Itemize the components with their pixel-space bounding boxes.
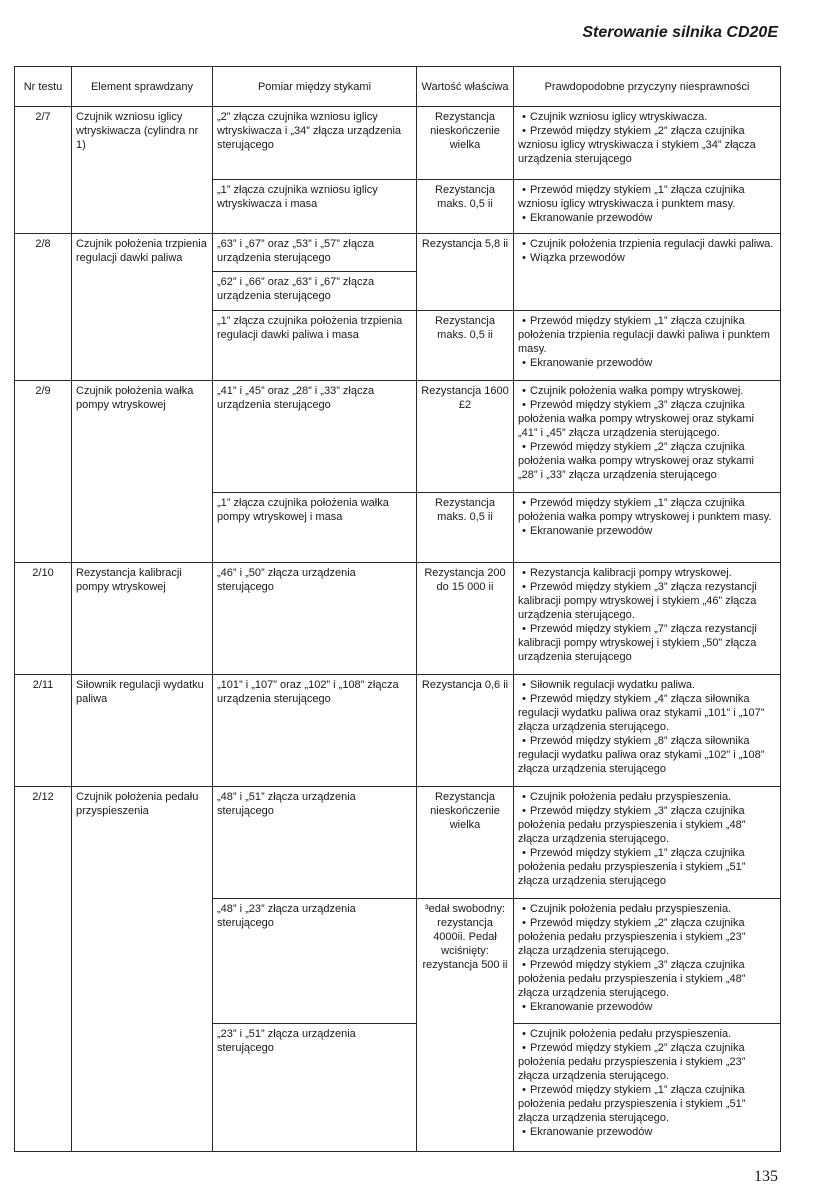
bullet-icon: • <box>522 679 526 691</box>
bullet-icon: • <box>522 623 526 635</box>
cause-item: • Czujnik położenia pedału przyspieszenia. <box>518 902 776 916</box>
test-number: 2/9 <box>15 381 72 563</box>
table-row <box>15 675 781 787</box>
diagnostic-table <box>14 66 781 1152</box>
column-header-nr: Nr testu <box>15 67 72 107</box>
measurement-points: „48” i „51” złącza urządzenia sterującego <box>213 787 417 899</box>
probable-causes <box>514 493 781 563</box>
bullet-icon: • <box>522 959 526 971</box>
bullet-icon: • <box>522 567 526 579</box>
test-number: 2/7 <box>15 107 72 234</box>
expected-value: Rezystancja nieskończenie wielka <box>417 107 514 180</box>
cause-item: • Ekranowanie przewodów <box>518 1000 776 1014</box>
probable-causes <box>514 563 781 675</box>
cause-item: • Przewód między stykiem „2” złącza czujnika położenia pedału przyspieszenia i stykiem „23” złącza urządzenia sterującego. <box>518 917 746 957</box>
bullet-icon: • <box>522 399 526 411</box>
column-header-value: Wartość właściwa <box>417 67 514 107</box>
expected-value: Rezystancja 5,8 ii <box>417 234 514 311</box>
tested-element: Czujnik wzniosu iglicy wtryskiwacza (cylindra nr 1) <box>72 107 213 234</box>
expected-value: Rezystancja 0,6 ii <box>417 675 514 787</box>
bullet-icon: • <box>522 497 526 509</box>
tested-element: Czujnik położenia trzpienia regulacji dawki paliwa <box>72 234 213 381</box>
bullet-icon: • <box>522 735 526 747</box>
bullet-icon: • <box>522 1042 526 1054</box>
bullet-icon: • <box>522 212 526 224</box>
table-row <box>15 381 781 493</box>
bullet-icon: • <box>522 805 526 817</box>
bullet-icon: • <box>522 1126 526 1138</box>
cause-item: • Przewód między stykiem „7” złącza rezystancji kalibracji pompy wtryskowej i stykiem „50” złącza urządzenia sterującego <box>518 623 757 663</box>
bullet-icon: • <box>522 1001 526 1013</box>
page-header-title: Sterowanie silnika CD20E <box>582 24 778 41</box>
table-row <box>15 563 781 675</box>
bullet-icon: • <box>522 357 526 369</box>
bullet-icon: • <box>522 581 526 593</box>
bullet-icon: • <box>522 184 526 196</box>
expected-value: Rezystancja maks. 0,5 ii <box>417 180 514 234</box>
measurement-points: „48” i „23” złącza urządzenia sterującego <box>213 899 417 1024</box>
tested-element: Czujnik położenia wałka pompy wtryskowej <box>72 381 213 563</box>
cause-item: • Przewód między stykiem „3” złącza czujnika położenia wałka pompy wtryskowej oraz stykami „41” i „45” złącza urządzenia sterującego. <box>518 399 754 439</box>
expected-value: Rezystancja 200 do 15 000 ii <box>417 563 514 675</box>
probable-causes <box>514 899 781 1024</box>
probable-causes <box>514 311 781 381</box>
cause-item: • Przewód między stykiem „1” złącza czujnika położenia pedału przyspieszenia i stykiem „51” złącza urządzenia sterującego. <box>518 1084 746 1124</box>
tested-element: Siłownik regulacji wydatku paliwa <box>72 675 213 787</box>
cause-item: • Przewód między stykiem „4” złącza siłownika regulacji wydatku paliwa oraz stykami „101” i „107” złącza urządzenia sterującego. <box>518 693 765 733</box>
cause-item: • Przewód między stykiem „1” złącza czujnika wzniosu iglicy wtryskiwacza i punktem masy. <box>518 184 745 210</box>
measurement-points: „63” i „67” oraz „53” i „57” złącza urządzenia sterującego <box>213 234 417 272</box>
probable-causes <box>514 180 781 234</box>
cause-item: • Przewód między stykiem „3” złącza czujnika położenia pedału przyspieszenia i stykiem „48” złącza urządzenia sterującego. <box>518 959 746 999</box>
cause-item: • Przewód między stykiem „3” złącza rezystancji kalibracji pompy wtryskowej i stykiem „46” złącza urządzenia sterującego. <box>518 581 757 621</box>
expected-value: Rezystancja nieskończenie wielka <box>417 787 514 899</box>
cause-item: • Przewód między stykiem „1” złącza czujnika położenia wałka pompy wtryskowej i punktem masy. <box>518 497 772 523</box>
measurement-points: „62” i „66” oraz „63” i „67” złącza urządzenia sterującego <box>213 272 417 311</box>
table-row <box>15 107 781 180</box>
tested-element: Rezystancja kalibracji pompy wtryskowej <box>72 563 213 675</box>
page-number: 135 <box>754 1168 778 1185</box>
cause-item: • Przewód między stykiem „2” złącza czujnika położenia wałka pompy wtryskowej oraz stykami „28” i „33” złącza urządzenia sterującego <box>518 441 754 481</box>
cause-item: • Przewód między stykiem „2” złącza czujnika wzniosu iglicy wtryskiwacza i stykiem „34” złącza urządzenia sterującego <box>518 125 756 165</box>
table-row <box>15 234 781 272</box>
measurement-points: „23” i „51” złącza urządzenia sterującego <box>213 1024 417 1152</box>
bullet-icon: • <box>522 903 526 915</box>
cause-item: • Ekranowanie przewodów <box>518 356 776 370</box>
expected-value: Rezystancja 1600 £2 <box>417 381 514 493</box>
cause-item: • Ekranowanie przewodów <box>518 1125 776 1139</box>
bullet-icon: • <box>522 441 526 453</box>
probable-causes <box>514 1024 781 1152</box>
expected-value: ³edał swobodny: rezystancja 4000ii. Pedał wciśnięty: rezystancja 500 ii <box>417 899 514 1152</box>
measurement-points: „2” złącza czujnika wzniosu iglicy wtryskiwacza i „34” złącza urządzenia sterującego <box>213 107 417 180</box>
tested-element: Czujnik położenia pedału przyspieszenia <box>72 787 213 1152</box>
bullet-icon: • <box>522 847 526 859</box>
measurement-points: „1” złącza czujnika położenia trzpienia regulacji dawki paliwa i masa <box>213 311 417 381</box>
bullet-icon: • <box>522 385 526 397</box>
bullet-icon: • <box>522 125 526 137</box>
cause-item: • Przewód między stykiem „1” złącza czujnika położenia trzpienia regulacji dawki paliwa i punktem masy. <box>518 315 770 355</box>
cause-item: • Ekranowanie przewodów <box>518 211 776 225</box>
probable-causes <box>514 787 781 899</box>
expected-value: Rezystancja maks. 0,5 ii <box>417 493 514 563</box>
test-number: 2/10 <box>15 563 72 675</box>
probable-causes <box>514 381 781 493</box>
bullet-icon: • <box>522 525 526 537</box>
bullet-icon: • <box>522 238 526 250</box>
column-header-causes: Prawdopodobne przyczyny niesprawności <box>514 67 781 107</box>
cause-item: • Czujnik położenia trzpienia regulacji dawki paliwa. <box>518 237 776 251</box>
table-row <box>15 787 781 899</box>
column-header-measurement: Pomiar między stykami <box>213 67 417 107</box>
cause-item: • Rezystancja kalibracji pompy wtryskowej. <box>518 566 776 580</box>
measurement-points: „1” złącza czujnika położenia wałka pompy wtryskowej i masa <box>213 493 417 563</box>
probable-causes <box>514 107 781 180</box>
cause-item: • Przewód między stykiem „3” złącza czujnika położenia pedału przyspieszenia i stykiem „48” złącza urządzenia sterującego. <box>518 805 746 845</box>
table-header-row <box>15 67 781 107</box>
cause-item: • Czujnik wzniosu iglicy wtryskiwacza. <box>518 110 776 124</box>
bullet-icon: • <box>522 1084 526 1096</box>
bullet-icon: • <box>522 791 526 803</box>
cause-item: • Przewód między stykiem „2” złącza czujnika położenia pedału przyspieszenia i stykiem „23” złącza urządzenia sterującego. <box>518 1042 746 1082</box>
cause-item: • Wiązka przewodów <box>518 251 776 265</box>
cause-item: • Przewód między stykiem „8” złącza siłownika regulacji wydatku paliwa oraz stykami „102” i „108” złącza urządzenia sterującego <box>518 735 765 775</box>
cause-item: • Przewód między stykiem „1” złącza czujnika położenia pedału przyspieszenia i stykiem „51” złącza urządzenia sterującego <box>518 847 746 887</box>
cause-item: • Czujnik położenia pedału przyspieszenia. <box>518 1027 776 1041</box>
measurement-points: „41” i „45” oraz „28” i „33” złącza urządzenia sterującego <box>213 381 417 493</box>
test-number: 2/12 <box>15 787 72 1152</box>
measurement-points: „101” i „107” oraz „102” i „108” złącza urządzenia sterującego <box>213 675 417 787</box>
column-header-element: Element sprawdzany <box>72 67 213 107</box>
bullet-icon: • <box>522 917 526 929</box>
bullet-icon: • <box>522 315 526 327</box>
cause-item: • Siłownik regulacji wydatku paliwa. <box>518 678 776 692</box>
measurement-points: „46” i „50” złącza urządzenia sterującego <box>213 563 417 675</box>
bullet-icon: • <box>522 693 526 705</box>
cause-item: • Ekranowanie przewodów <box>518 524 776 538</box>
bullet-icon: • <box>522 111 526 123</box>
cause-item: • Czujnik położenia wałka pompy wtryskowej. <box>518 384 776 398</box>
expected-value: Rezystancja maks. 0,5 ii <box>417 311 514 381</box>
test-number: 2/8 <box>15 234 72 381</box>
probable-causes <box>514 234 781 311</box>
measurement-points: „1” złącza czujnika wzniosu iglicy wtryskiwacza i masa <box>213 180 417 234</box>
probable-causes <box>514 675 781 787</box>
cause-item: • Czujnik położenia pedału przyspieszenia. <box>518 790 776 804</box>
bullet-icon: • <box>522 252 526 264</box>
bullet-icon: • <box>522 1028 526 1040</box>
test-number: 2/11 <box>15 675 72 787</box>
